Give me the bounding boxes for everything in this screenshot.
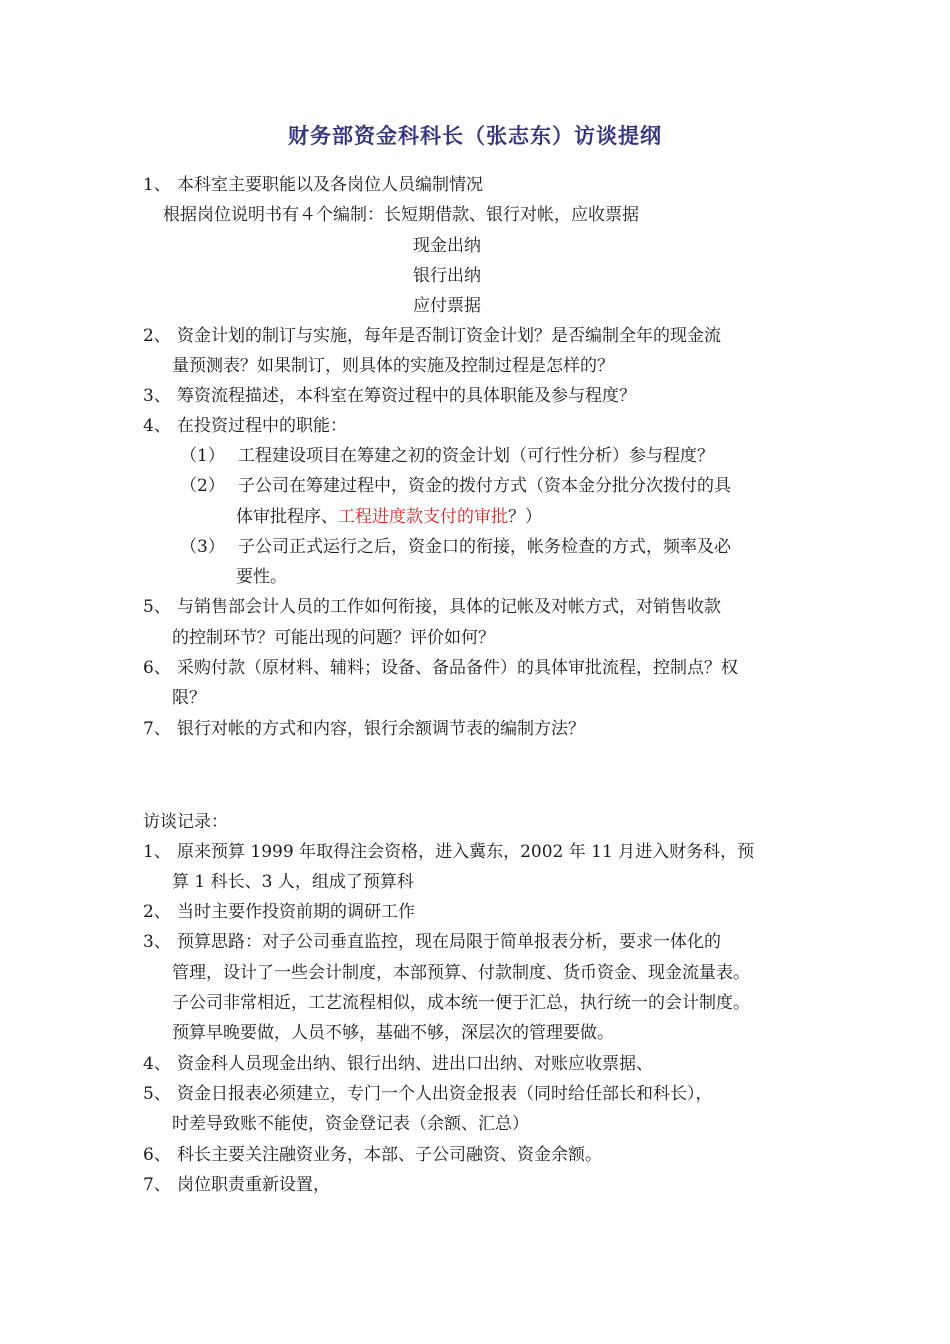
highlighted-text: 工程进度款支付的审批 [338, 507, 508, 527]
outline-item-2-cont: 量预测表？如果制订，则具体的实施及控制过程是怎样的？ [172, 356, 614, 376]
outline-item-4-sub-2-cont: 体审批程序、工程进度款支付的审批？） [236, 507, 542, 527]
record-item-1: 1、 原来预算 1999 年取得注会资格，进入冀东，2002 年 11 月进入财务科，预 [143, 842, 755, 862]
outline-item-7: 7、 银行对帐的方式和内容，银行余额调节表的编制方法？ [143, 719, 585, 739]
outline-item-4-sub-3: （3） 子公司正式运行之后，资金口的衔接，帐务检查的方式，频率及必 [180, 537, 731, 557]
record-item-3-cont: 管理，设计了一些会计制度，本部预算、付款制度、货币资金、现金流量表。 [172, 963, 750, 983]
outline-item-4-sub-3-cont: 要性。 [236, 567, 287, 587]
record-item-3-cont: 预算早晚要做，人员不够，基础不够，深层次的管理要做。 [172, 1023, 614, 1043]
outline-item-6-cont: 限？ [172, 688, 206, 708]
outline-item-4-sub-1: （1） 工程建设项目在筹建之初的资金计划（可行性分析）参与程度？ [180, 446, 714, 466]
outline-item-4-sub-2: （2） 子公司在筹建过程中，资金的拨付方式（资本金分批分次拨付的具 [180, 476, 731, 496]
document-title: 财务部资金科科长（张志东）访谈提纲 [288, 123, 662, 148]
record-item-7: 7、 岗位职责重新设置， [143, 1175, 330, 1195]
outline-item-4: 4、 在投资过程中的职能： [143, 416, 347, 436]
record-item-5: 5、 资金日报表必须建立，专门一个人出资金报表（同时给任部长和科长）， [143, 1084, 713, 1104]
record-item-6: 6、 科长主要关注融资业务，本部、子公司融资、资金余额。 [143, 1145, 602, 1165]
outline-item-1-role: 现金出纳 [413, 236, 481, 256]
outline-item-6: 6、 采购付款（原材料、辅料；设备、备品备件）的具体审批流程，控制点？权 [143, 658, 738, 678]
record-heading: 访谈记录： [143, 812, 228, 832]
outline-item-1-role: 银行出纳 [413, 266, 481, 286]
record-item-4: 4、 资金科人员现金出纳、银行出纳、进出口出纳、对账应收票据、 [143, 1054, 653, 1074]
outline-item-1-intro: 根据岗位说明书有４个编制：长短期借款、银行对帐，应收票据 [163, 205, 639, 225]
record-item-1-cont: 算 1 科长、3 人，组成了预算科 [172, 872, 414, 892]
record-item-2: 2、 当时主要作投资前期的调研工作 [143, 902, 415, 922]
outline-item-1: 1、 本科室主要职能以及各岗位人员编制情况 [143, 175, 483, 195]
outline-item-5: 5、 与销售部会计人员的工作如何衔接，具体的记帐及对帐方式，对销售收款 [143, 597, 721, 617]
outline-item-5-cont: 的控制环节？可能出现的问题？评价如何？ [172, 628, 495, 648]
record-item-3: 3、 预算思路：对子公司垂直监控，现在局限于简单报表分析，要求一体化的 [143, 932, 721, 952]
outline-item-2: 2、 资金计划的制订与实施，每年是否制订资金计划？是否编制全年的现金流 [143, 326, 721, 346]
record-item-3-cont: 子公司非常相近，工艺流程相似，成本统一便于汇总，执行统一的会计制度。 [172, 993, 750, 1013]
record-item-5-cont: 时差导致账不能使，资金登记表（余额、汇总） [172, 1114, 529, 1134]
outline-item-1-role: 应付票据 [413, 296, 481, 316]
outline-item-3: 3、 筹资流程描述，本科室在筹资过程中的具体职能及参与程度？ [143, 386, 636, 406]
